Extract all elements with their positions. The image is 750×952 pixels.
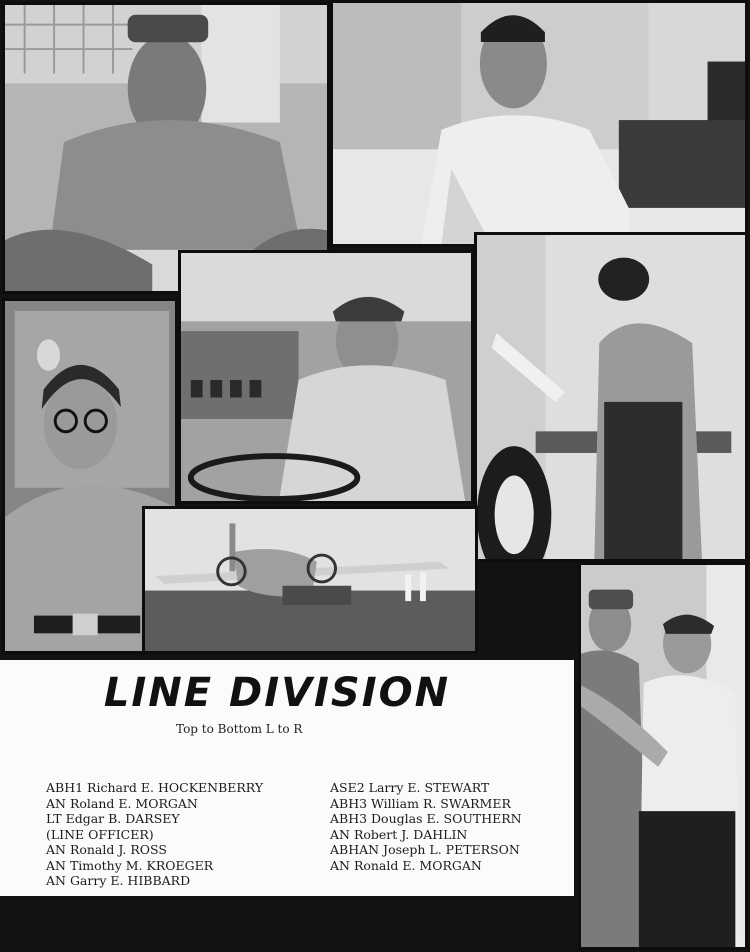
name-entry: ABH1 Richard E. HOCKENBERRY — [46, 780, 264, 795]
name-entry: ABH3 William R. SWARMER — [330, 795, 511, 811]
names-right-column — [330, 780, 522, 873]
name-entry: AN Ronald E. MORGAN — [330, 857, 482, 873]
name-entry: ABHAN Joseph L. PETERSON — [330, 842, 520, 857]
name-entry: ABH3 Douglas E. SOUTHERN — [330, 811, 522, 826]
name-entry: AN Timothy M. KROEGER — [46, 857, 214, 873]
photo-man-in-office — [330, 0, 748, 247]
name-entry: AN Roland E. MORGAN — [46, 795, 198, 811]
name-entry: ASE2 Larry E. STEWART — [330, 780, 490, 795]
photo-two-men — [578, 562, 748, 950]
name-entry: LT Edgar B. DARSEY — [46, 811, 180, 826]
photo-man-steering-wheel — [178, 250, 474, 504]
photo-aircraft-flight-deck — [142, 506, 478, 654]
photo-man-landing-gear — [474, 232, 748, 562]
name-entry: (LINE OFFICER) — [46, 826, 154, 842]
names-left-column — [46, 780, 263, 889]
name-entry: AN Ronald J. ROSS — [46, 842, 167, 857]
caption-panel — [0, 660, 574, 896]
name-entry: AN Garry E. HIBBARD — [46, 873, 191, 888]
page-title: LINE DIVISION — [103, 670, 451, 716]
name-entry: AN Robert J. DAHLIN — [330, 826, 468, 842]
caption-subtitle: Top to Bottom L to R — [176, 722, 303, 736]
